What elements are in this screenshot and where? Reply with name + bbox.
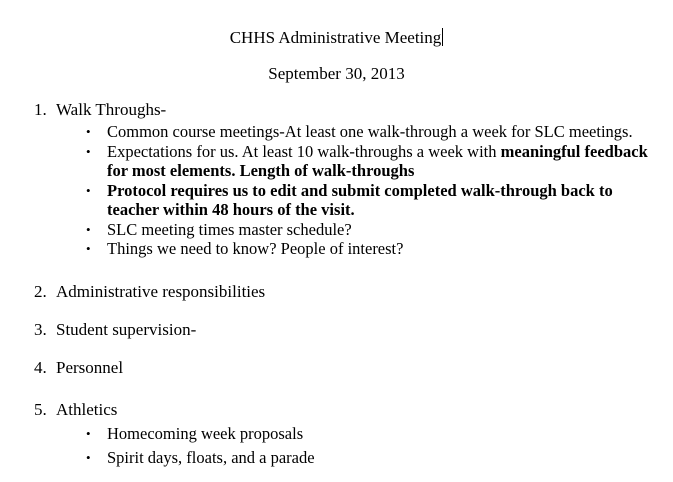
bullet-text: Spirit days, floats, and a parade bbox=[107, 447, 315, 467]
item-label: Athletics bbox=[56, 400, 118, 419]
walk-throughs-bullet-list bbox=[86, 122, 648, 259]
agenda-item-personnel bbox=[34, 358, 123, 378]
item-label: Walk Throughs- bbox=[56, 100, 167, 119]
bullet-text: Things we need to know? People of interest? bbox=[107, 239, 404, 258]
athletics-bullet-list bbox=[86, 424, 315, 467]
bullet-icon: • bbox=[86, 426, 91, 441]
agenda-item-student-supervision bbox=[34, 320, 196, 340]
agenda-item-walk-throughs bbox=[34, 100, 166, 120]
list-item bbox=[86, 142, 648, 181]
bullet-text: Expectations for us. At least 10 walk-throughs a week with bbox=[107, 141, 501, 161]
bullet-icon: • bbox=[86, 182, 91, 198]
bullet-text: SLC meeting times master schedule? bbox=[107, 219, 352, 239]
document-title-text: CHHS Administrative Meeting bbox=[229, 28, 442, 47]
item-label: Student supervision- bbox=[56, 320, 197, 339]
bullet-text-bold: Protocol requires us to edit and submit completed walk-through back to bbox=[107, 180, 613, 200]
bullet-icon: • bbox=[86, 124, 91, 139]
list-item bbox=[86, 220, 648, 240]
text-cursor bbox=[442, 28, 443, 46]
list-item bbox=[86, 181, 648, 220]
list-item bbox=[86, 239, 648, 259]
document-title bbox=[0, 28, 673, 48]
item-number: 2. bbox=[34, 282, 47, 301]
bullet-icon: • bbox=[86, 221, 91, 237]
bullet-icon: • bbox=[86, 143, 91, 159]
item-label: Administrative responsibilities bbox=[56, 282, 266, 301]
bullet-text: Common course meetings-At least one walk-through a week for SLC meetings. bbox=[107, 122, 633, 141]
bullet-text-bold: teacher within 48 hours of the visit. bbox=[107, 200, 355, 219]
item-number: 4. bbox=[34, 358, 47, 377]
item-number: 3. bbox=[34, 320, 47, 339]
bullet-icon: • bbox=[86, 449, 91, 465]
list-item bbox=[86, 424, 315, 444]
list-item bbox=[86, 122, 648, 142]
item-label: Personnel bbox=[56, 358, 124, 377]
agenda-item-athletics bbox=[34, 400, 117, 420]
list-item bbox=[86, 448, 315, 468]
bullet-icon: • bbox=[86, 241, 91, 256]
bullet-text-bold: for most elements. Length of walk-throughs bbox=[107, 161, 415, 180]
item-number: 1. bbox=[34, 100, 47, 119]
item-number: 5. bbox=[34, 400, 47, 419]
document-date: September 30, 2013 bbox=[268, 64, 405, 83]
bullet-text-bold: meaningful feedback bbox=[500, 141, 648, 161]
agenda-item-administrative-responsibilities bbox=[34, 282, 265, 302]
bullet-text: Homecoming week proposals bbox=[107, 424, 304, 443]
